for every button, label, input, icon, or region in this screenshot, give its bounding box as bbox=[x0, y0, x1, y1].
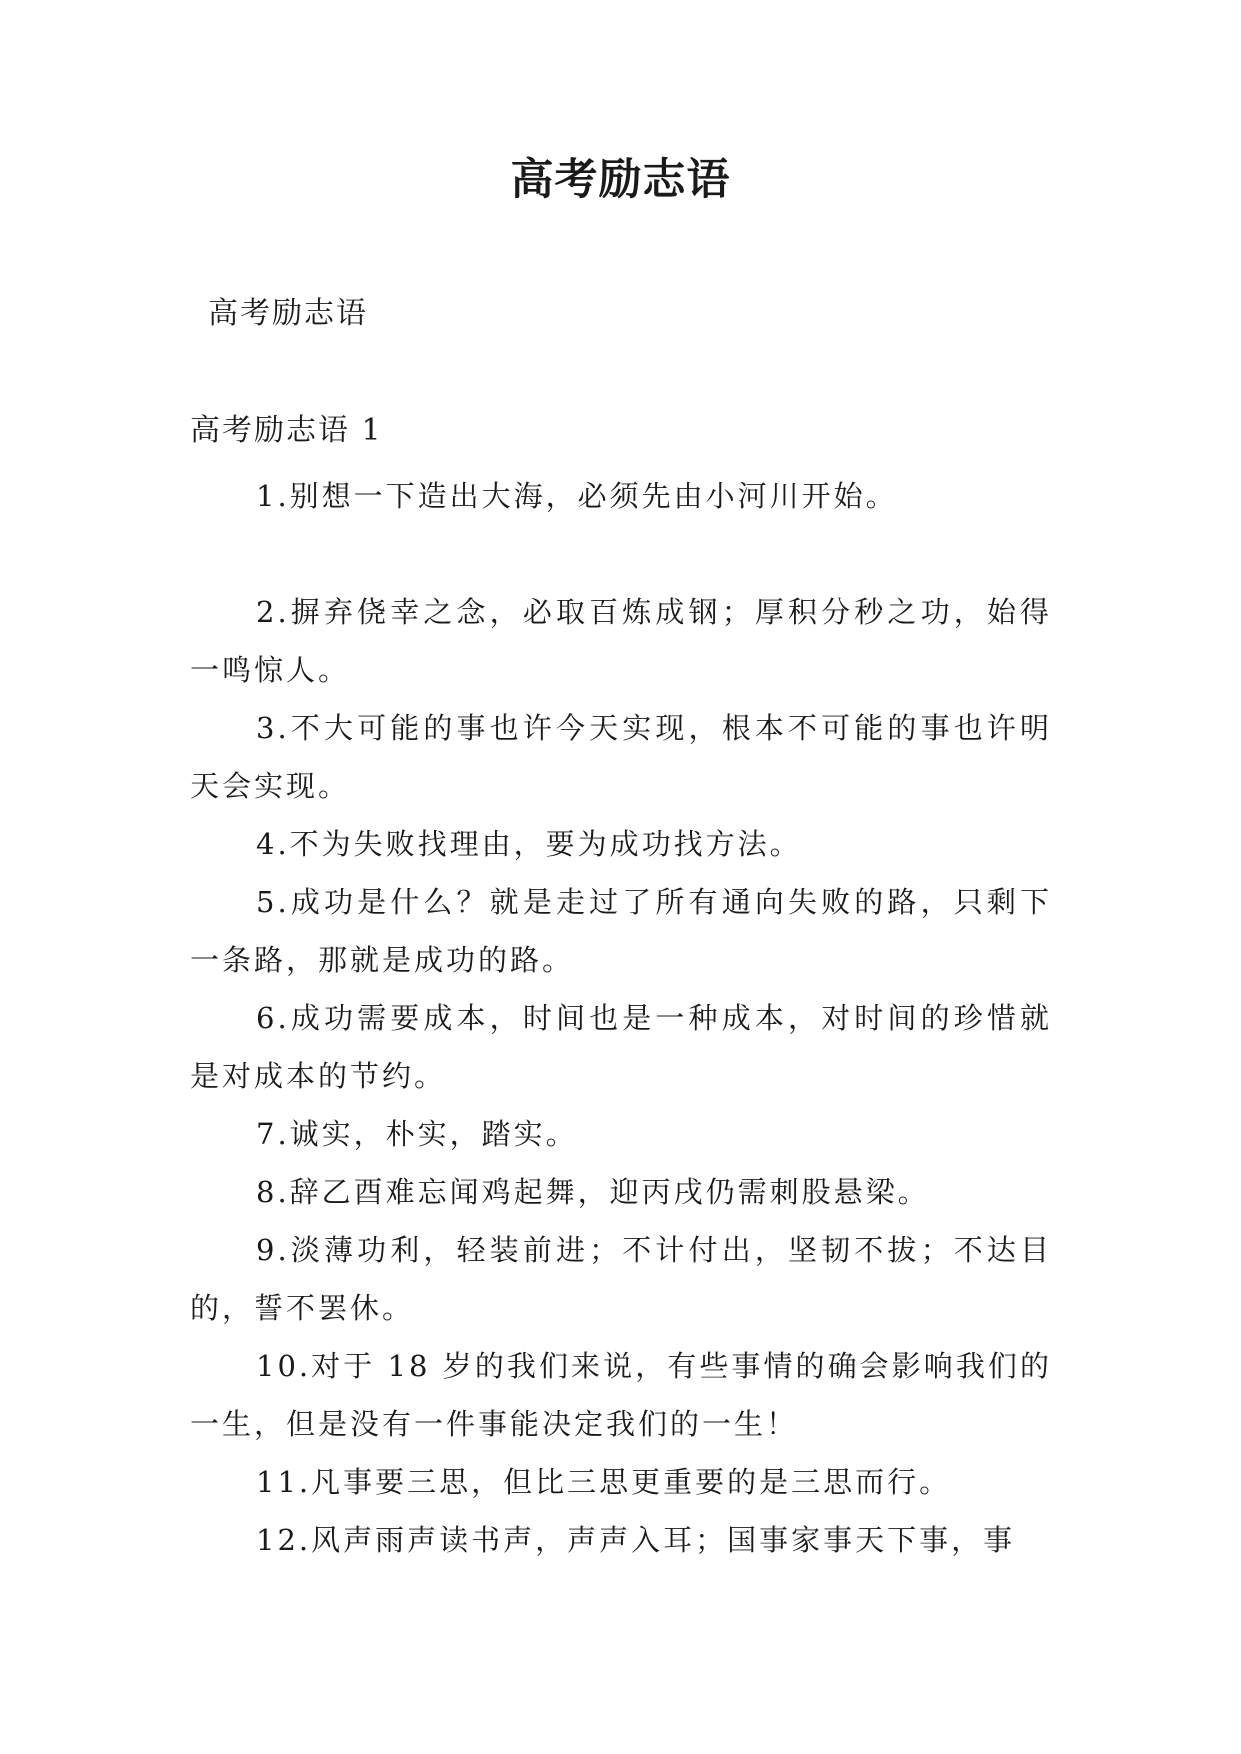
quote-item-8: 8.辞乙酉难忘闻鸡起舞，迎丙戌仍需刺股悬梁。 bbox=[256, 1175, 930, 1209]
section-heading: 高考励志语 1 bbox=[190, 413, 383, 448]
quote-item-2: 2.摒弃侥幸之念，必取百炼成钢；厚积分秒之功，始得一鸣惊人。 bbox=[190, 595, 1052, 687]
quote-item-1: 1.别想一下造出大海，必须先由小河川开始。 bbox=[256, 479, 898, 513]
quote-item-10: 10.对于 18 岁的我们来说，有些事情的确会影响我们的一生，但是没有一件事能决定我们的一生！ bbox=[190, 1349, 1052, 1441]
document-subtitle: 高考励志语 bbox=[208, 296, 368, 331]
quote-item-6: 6.成功需要成本，时间也是一种成本，对时间的珍惜就是对成本的节约。 bbox=[190, 1001, 1052, 1093]
quote-item-5: 5.成功是什么？就是走过了所有通向失败的路，只剩下一条路，那就是成功的路。 bbox=[190, 885, 1052, 977]
quote-item-4: 4.不为失败找理由，要为成功找方法。 bbox=[256, 827, 802, 861]
quote-item-11: 11.凡事要三思，但比三思更重要的是三思而行。 bbox=[256, 1465, 952, 1499]
document-title: 高考励志语 bbox=[510, 155, 731, 205]
quote-item-12: 12.风声雨声读书声，声声入耳；国事家事天下事，事 bbox=[256, 1523, 1016, 1557]
quote-item-3: 3.不大可能的事也许今天实现，根本不可能的事也许明天会实现。 bbox=[190, 711, 1052, 803]
quote-item-9: 9.淡薄功利，轻装前进；不计付出，坚韧不拔；不达目的，誓不罢休。 bbox=[190, 1233, 1052, 1325]
document-body bbox=[190, 409, 1052, 1569]
quote-item-7: 7.诚实，朴实，踏实。 bbox=[256, 1117, 578, 1151]
